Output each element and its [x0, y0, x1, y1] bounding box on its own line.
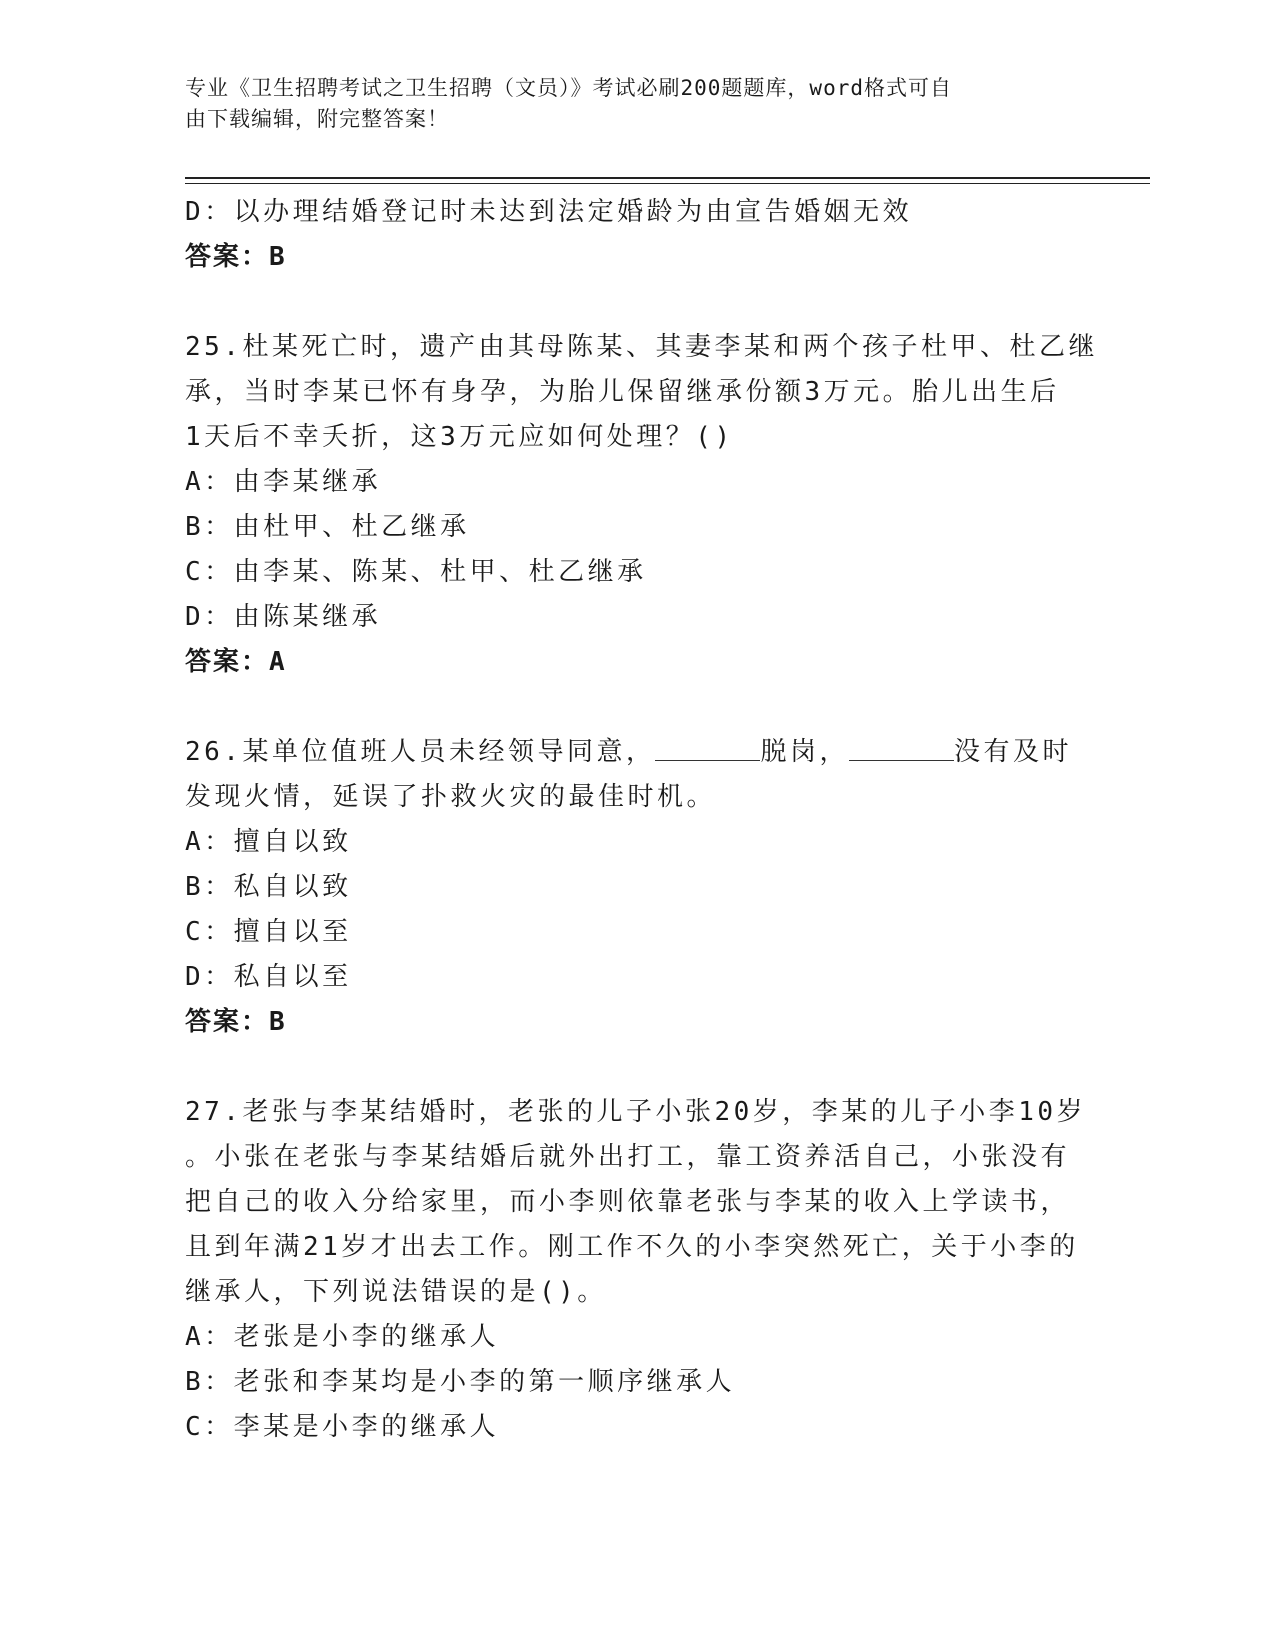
q26-stem-part-1: 26.某单位值班人员未经领导同意， [185, 737, 656, 767]
q26-option-c: C：擅自以至 [185, 917, 352, 947]
q25-option-d: D：由陈某继承 [185, 602, 382, 632]
q27-option-c: C：李某是小李的继承人 [185, 1412, 500, 1442]
q27-stem-line-1: 27.老张与李某结婚时，老张的儿子小张20岁，李某的儿子小李10岁 [185, 1097, 1087, 1127]
q25-stem-line-3: 1天后不幸夭折，这3万元应如何处理？() [185, 422, 734, 452]
header-divider-thick [185, 177, 1150, 179]
spacer [185, 1045, 1085, 1090]
q26-option-a: A：擅自以致 [185, 827, 352, 857]
spacer [185, 280, 1085, 325]
q27-option-a: A：老张是小李的继承人 [185, 1322, 500, 1352]
q27-stem-line-3: 把自己的收入分给家里，而小李则依靠老张与李某的收入上学读书， [185, 1187, 1071, 1217]
q26-stem-line-2: 发现火情，延误了扑救火灾的最佳时机。 [185, 782, 717, 812]
header-divider-thin [185, 183, 1150, 184]
q25-option-c: C：由李某、陈某、杜甲、杜乙继承 [185, 557, 647, 587]
q26-stem-part-3: 没有及时 [953, 737, 1072, 767]
q25-stem-line-1: 25.杜某死亡时，遗产由其母陈某、其妻李某和两个孩子杜甲、杜乙继 [185, 332, 1098, 362]
q27-option-b: B：老张和李某均是小李的第一顺序继承人 [185, 1367, 736, 1397]
prev-answer: 答案：B [185, 242, 287, 272]
spacer [185, 685, 1085, 730]
fill-blank-1 [655, 730, 760, 761]
question-26 [185, 730, 1085, 1045]
q27-stem-line-4: 且到年满21岁才出去工作。刚工作不久的小李突然死亡，关于小李的 [185, 1232, 1079, 1262]
q26-stem-part-2: 脱岗， [760, 737, 849, 767]
question-25 [185, 325, 1098, 685]
q26-answer: 答案：B [185, 1007, 287, 1037]
q26-option-b: B：私自以致 [185, 872, 352, 902]
q26-stem-line-1 [185, 730, 1085, 775]
question-27 [185, 1090, 1085, 1450]
q25-answer: 答案：A [185, 647, 287, 677]
header-line-2: 由下载编辑，附完整答案！ [185, 107, 449, 131]
q27-stem-line-5: 继承人，下列说法错误的是()。 [185, 1277, 607, 1307]
q26-option-d: D：私自以至 [185, 962, 352, 992]
prev-option-d: D：以办理结婚登记时未达到法定婚龄为由宣告婚姻无效 [185, 197, 913, 227]
q25-stem-line-2: 承，当时李某已怀有身孕，为胎儿保留继承份额3万元。胎儿出生后 [185, 377, 1060, 407]
header-line-1: 专业《卫生招聘考试之卫生招聘（文员）》考试必刷200题题库，word格式可自 [185, 76, 952, 100]
document-header [185, 73, 1065, 135]
fill-blank-2 [849, 730, 954, 761]
q25-option-a: A：由李某继承 [185, 467, 382, 497]
q27-stem-line-2: 。小张在老张与李某结婚后就外出打工，靠工资养活自己，小张没有 [185, 1142, 1071, 1172]
q25-option-b: B：由杜甲、杜乙继承 [185, 512, 470, 542]
question-content [185, 190, 1098, 1450]
